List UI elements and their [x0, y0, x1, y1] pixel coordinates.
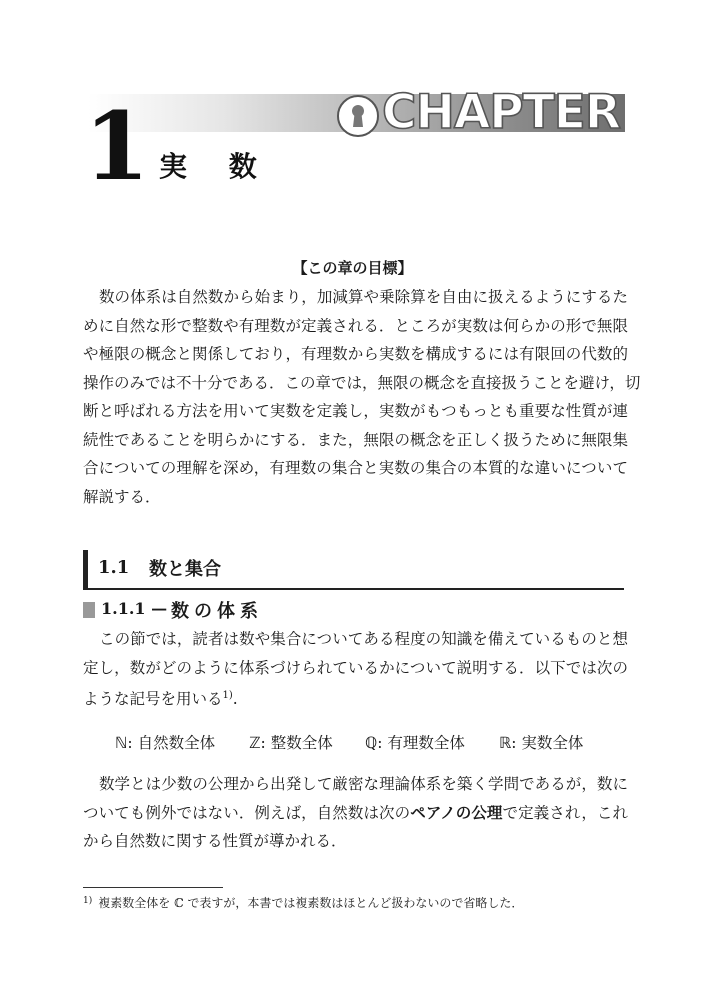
paragraph-line: この節では，読者は数や集合についてある程度の知識を備えているものと想 — [99, 630, 628, 648]
set-rational: ℚ: 有理数全体 — [365, 734, 465, 752]
paragraph-line: ような記号を用いる$^{1)}$. — [83, 690, 238, 708]
sets-notation — [115, 731, 595, 755]
chapter-label: CHAPTER — [382, 85, 621, 140]
paragraph-line: ついても例外ではない．例えば，自然数は次のペアノの公理で定義され，これ — [83, 803, 629, 822]
set-integer: ℤ: 整数全体 — [249, 734, 333, 752]
paragraph-line: 解説する． — [83, 487, 161, 506]
paragraph-line: から自然数に関する性質が導かれる． — [83, 832, 347, 850]
set-real: ℝ: 実数全体 — [499, 734, 584, 752]
intro-paragraph — [83, 625, 628, 711]
footnote-ref[interactable]: 1) — [222, 690, 233, 701]
section-title: 数と集合 — [149, 559, 221, 580]
subsection-number: 1.1.1 — — [101, 599, 168, 618]
footnote-rule — [83, 887, 223, 888]
axioms-paragraph — [83, 770, 628, 856]
paragraph-line: 断と呼ばれる方法を用いて実数を定義し，実数がもつもっとも重要な性質が連 — [83, 402, 628, 420]
chapter-title: 実 数 — [159, 150, 273, 183]
paragraph-line: 数の体系は自然数から始まり，加減算や乗除算を自由に扱えるようにするた — [99, 288, 628, 306]
section-bar — [83, 550, 88, 588]
paragraph-line: 定し，数がどのように体系づけられているかについて説明する．以下では次の — [83, 658, 628, 677]
footnote-mark: 1) — [83, 896, 93, 906]
paragraph-line: や極限の概念と関係しており，有理数から実数を構成するには有限回の代数的 — [83, 345, 628, 363]
section-number: 1.1 — [98, 557, 130, 578]
peano-keyword: ペアノの公理 — [410, 803, 503, 822]
paragraph-line: 合についての理解を深め，有理数の集合と実数の集合の本質的な違いについて — [83, 459, 628, 477]
subsection-title: 数の体系 — [171, 601, 263, 622]
paragraph-line: 操作のみでは不十分である．この章では，無限の概念を直接扱うことを避け，切 — [83, 373, 641, 392]
chapter-number: 1 — [84, 92, 150, 202]
footnote-text: 複素数全体を ℂ で表すが，本書では複素数はほとんど扱わないので省略した． — [98, 896, 524, 910]
subsection-marker — [83, 602, 95, 618]
set-natural: ℕ: 自然数全体 — [115, 734, 216, 752]
footnote — [83, 892, 523, 912]
section-heading — [83, 548, 624, 590]
paragraph-line: 続性であることを明らかにする．また，無限の概念を正しく扱うために無限集 — [83, 430, 628, 449]
keyhole-icon — [336, 94, 380, 138]
paragraph-line: 数学とは少数の公理から出発して厳密な理論体系を築く学問であるが，数に — [99, 775, 628, 793]
paragraph-line: めに自然な形で整数や有理数が定義される．ところが実数は何らかの形で無限 — [83, 316, 628, 335]
objectives-heading: 【この章の目標】 — [292, 259, 413, 277]
objectives-paragraph — [83, 283, 641, 511]
